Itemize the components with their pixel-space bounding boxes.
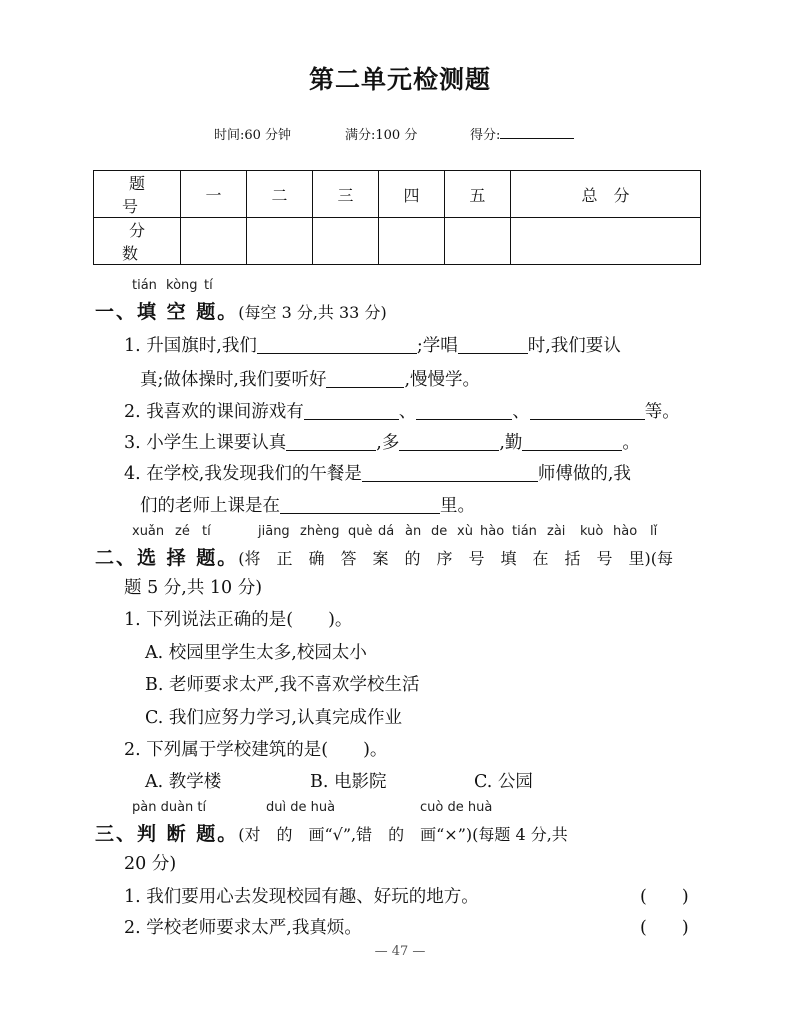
text: 2. 我喜欢的课间游戏有 [124, 402, 304, 422]
answer-blank[interactable] [326, 367, 404, 388]
pinyin: kuò [580, 524, 604, 539]
pinyin: tí [202, 524, 211, 539]
question-3-1: 1. 我们要用心去发现校园有趣、好玩的地方。 [124, 887, 479, 907]
pinyin: pàn duàn tí [132, 800, 207, 815]
question-1-4 [124, 460, 631, 485]
option-b[interactable]: B. 电影院 [310, 772, 387, 792]
pinyin: tián [132, 278, 157, 293]
answer-paren[interactable]: ( ) [640, 918, 689, 938]
time-limit: 时间:60 分钟 [214, 128, 292, 143]
text: 们的老师上课是在 [140, 496, 280, 516]
full-score: 满分:100 分 [345, 128, 418, 143]
text: 、 [512, 402, 530, 422]
question-1-1-cont [140, 366, 480, 391]
pinyin: de [431, 524, 448, 539]
text: ;学唱 [416, 336, 458, 356]
section-1-note: (每空 3 分,共 33 分) [238, 303, 387, 322]
table-header-cell: 二 [246, 171, 312, 218]
option-a[interactable]: A. 校园里学生太多,校园太小 [145, 643, 367, 663]
score-cell[interactable] [246, 218, 312, 265]
question-1-4-cont [140, 492, 475, 517]
pinyin: tián [512, 524, 537, 539]
answer-blank[interactable] [399, 430, 499, 451]
section-2-heading [95, 543, 673, 570]
pinyin: hào [613, 524, 638, 539]
answer-blank[interactable] [458, 333, 528, 354]
answer-blank[interactable] [286, 430, 376, 451]
question-1-1 [124, 332, 621, 357]
score-cell[interactable] [181, 218, 247, 265]
section-1-heading [95, 297, 387, 324]
score-field [470, 124, 574, 143]
pinyin: duì de huà [266, 800, 336, 815]
pinyin: zài [547, 524, 566, 539]
table-header-cell: 五 [444, 171, 510, 218]
table-header-cell: 三 [312, 171, 378, 218]
score-cell[interactable] [312, 218, 378, 265]
pinyin: àn [405, 524, 422, 539]
option-c[interactable]: C. 公园 [474, 772, 533, 792]
answer-paren[interactable]: ( ) [640, 887, 689, 907]
score-cell[interactable] [510, 218, 700, 265]
section-3-note: (对 的 画“√”,错 的 画“×”)(每题 4 分,共 [238, 825, 568, 844]
answer-blank[interactable] [304, 399, 399, 420]
question-1-2 [124, 398, 680, 423]
text: 里。 [440, 496, 475, 516]
text: 真;做体操时,我们要听好 [140, 370, 327, 390]
option-a[interactable]: A. 教学楼 [145, 772, 222, 792]
pinyin: xù [457, 524, 473, 539]
text: 4. 在学校,我发现我们的午餐是 [124, 464, 362, 484]
section-3-heading [95, 819, 568, 846]
section-1-title: 一、填 空 题。 [95, 301, 239, 323]
page-number: — 47 — [374, 944, 426, 959]
text: 等。 [644, 402, 680, 422]
pinyin: zé [175, 524, 190, 539]
table-header-cell: 四 [378, 171, 444, 218]
answer-blank[interactable] [257, 333, 417, 354]
section-2-title: 二、选 择 题。 [95, 547, 239, 569]
answer-blank[interactable] [530, 399, 645, 420]
answer-blank[interactable] [280, 493, 440, 514]
option-b[interactable]: B. 老师要求太严,我不喜欢学校生活 [145, 675, 420, 695]
section-2-note-cont: 题 5 分,共 10 分) [124, 578, 263, 598]
option-c[interactable]: C. 我们应努力学习,认真完成作业 [145, 708, 402, 728]
text: 。 [622, 433, 640, 453]
text: ,多 [376, 433, 400, 453]
question-1-3 [124, 429, 640, 454]
pinyin: kòng [166, 278, 198, 293]
table-header-cell: 总 分 [510, 171, 700, 218]
question-2-2: 2. 下列属于学校建筑的是( )。 [124, 740, 388, 760]
pinyin: xuǎn [132, 524, 165, 539]
score-cell[interactable] [378, 218, 444, 265]
question-3-2: 2. 学校老师要求太严,我真烦。 [124, 918, 362, 938]
score-cell[interactable] [444, 218, 510, 265]
table-header-cell: 一 [181, 171, 247, 218]
text: 时,我们要认 [527, 336, 621, 356]
text: 师傅做的,我 [537, 464, 631, 484]
pinyin: zhèng [300, 524, 340, 539]
pinyin: dá [378, 524, 395, 539]
pinyin: jiāng [258, 524, 290, 539]
table-row-label: 分 数 [94, 218, 181, 265]
pinyin: què [348, 524, 373, 539]
pinyin: hào [480, 524, 505, 539]
table-row [94, 218, 701, 265]
score-table [93, 170, 701, 265]
text: ,勤 [499, 433, 523, 453]
table-row [94, 171, 701, 218]
section-2-note: (将 正 确 答 案 的 序 号 填 在 括 号 里)(每 [238, 549, 673, 568]
text: 、 [398, 402, 417, 422]
page-title: 第二单元检测题 [308, 65, 491, 94]
score-blank[interactable] [500, 125, 574, 139]
pinyin: tí [204, 278, 213, 293]
table-header-cell: 题 号 [94, 171, 181, 218]
text: 3. 小学生上课要认真 [124, 433, 287, 453]
section-3-title: 三、判 断 题。 [95, 823, 239, 845]
answer-blank[interactable] [522, 430, 622, 451]
pinyin: cuò de huà [420, 800, 493, 815]
answer-blank[interactable] [416, 399, 512, 420]
answer-blank[interactable] [362, 461, 538, 482]
text: 1. 升国旗时,我们 [124, 336, 257, 356]
text: ,慢慢学。 [404, 370, 481, 390]
question-2-1: 1. 下列说法正确的是( )。 [124, 610, 353, 630]
section-3-note-cont: 20 分) [124, 854, 177, 874]
pinyin: lǐ [650, 524, 658, 539]
score-label: 得分: [470, 128, 501, 143]
